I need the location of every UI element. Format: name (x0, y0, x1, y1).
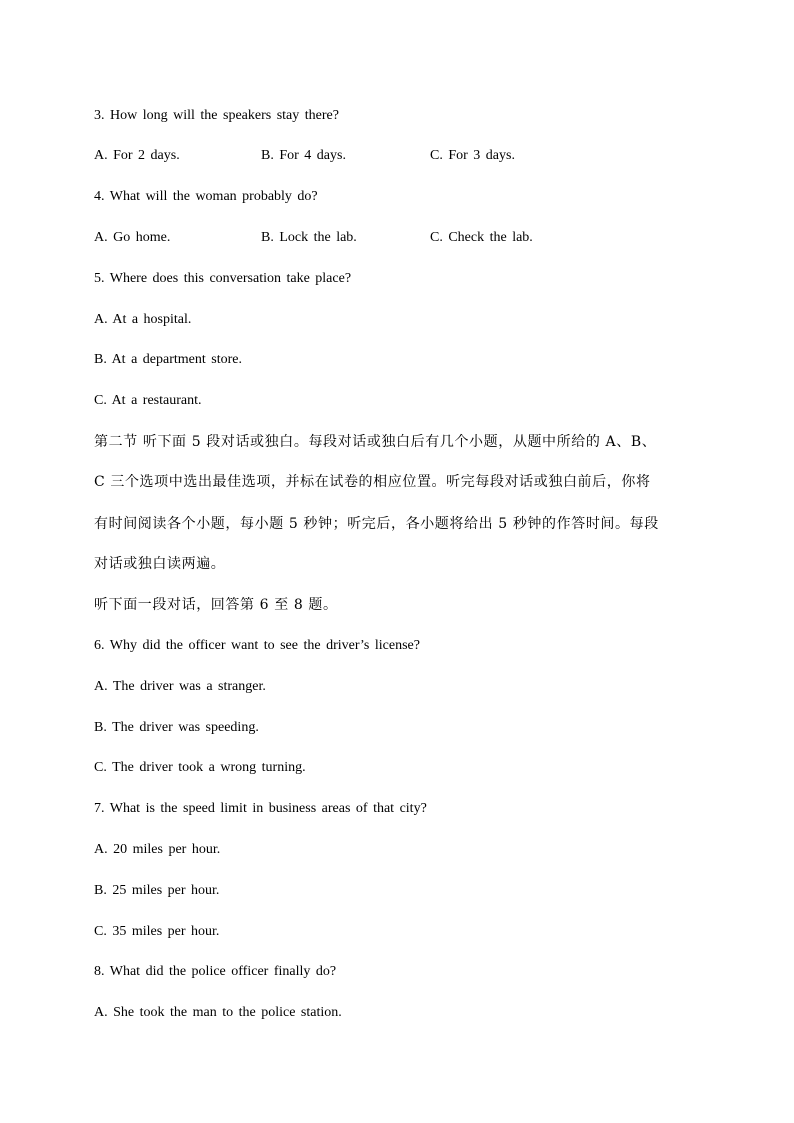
question-8-stem: 8. What did the police officer finally do? (94, 964, 337, 979)
question-5-option-a: A. At a hospital. (94, 312, 192, 327)
question-4-stem: 4. What will the woman probably do? (94, 189, 318, 204)
section2-instruction-line-3: 有时间阅读各个小题，每小题 5 秒钟；听完后，各小题将给出 5 秒钟的作答时间。每段 (94, 516, 659, 532)
question-7-option-b: B. 25 miles per hour. (94, 883, 220, 898)
question-8-option-a: A. She took the man to the police station. (94, 1005, 342, 1020)
question-3-stem: 3. How long will the speakers stay there? (94, 108, 339, 123)
section2-instruction-line-1: 第二节 听下面 5 段对话或独白。每段对话或独白后有几个小题，从题中所给的 A、B、 (94, 434, 657, 450)
question-4-option-c: C. Check the lab. (430, 230, 533, 245)
section2-sub-instruction: 听下面一段对话，回答第 6 至 8 题。 (94, 597, 338, 613)
question-6-stem: 6. Why did the officer want to see the driver’s license? (94, 638, 420, 653)
question-4-options (94, 230, 694, 246)
question-3-options (94, 148, 694, 164)
question-3-option-c: C. For 3 days. (430, 148, 515, 163)
question-5-option-c: C. At a restaurant. (94, 393, 202, 408)
question-3-option-a: A. For 2 days. (94, 148, 180, 163)
question-7-stem: 7. What is the speed limit in business areas of that city? (94, 801, 427, 816)
question-6-option-b: B. The driver was speeding. (94, 720, 259, 735)
question-7-option-a: A. 20 miles per hour. (94, 842, 221, 857)
question-3-option-b: B. For 4 days. (261, 148, 346, 163)
question-7-option-c: C. 35 miles per hour. (94, 924, 220, 939)
question-6-option-a: A. The driver was a stranger. (94, 679, 266, 694)
question-4-option-b: B. Lock the lab. (261, 230, 357, 245)
section2-instruction-line-4: 对话或独白读两遍。 (94, 556, 226, 572)
question-6-option-c: C. The driver took a wrong turning. (94, 760, 306, 775)
section2-instruction-line-2: C 三个选项中选出最佳选项，并标在试卷的相应位置。听完每段对话或独白前后，你将 (94, 474, 651, 490)
question-4-option-a: A. Go home. (94, 230, 171, 245)
question-5-option-b: B. At a department store. (94, 352, 242, 367)
question-5-stem: 5. Where does this conversation take place? (94, 271, 352, 286)
